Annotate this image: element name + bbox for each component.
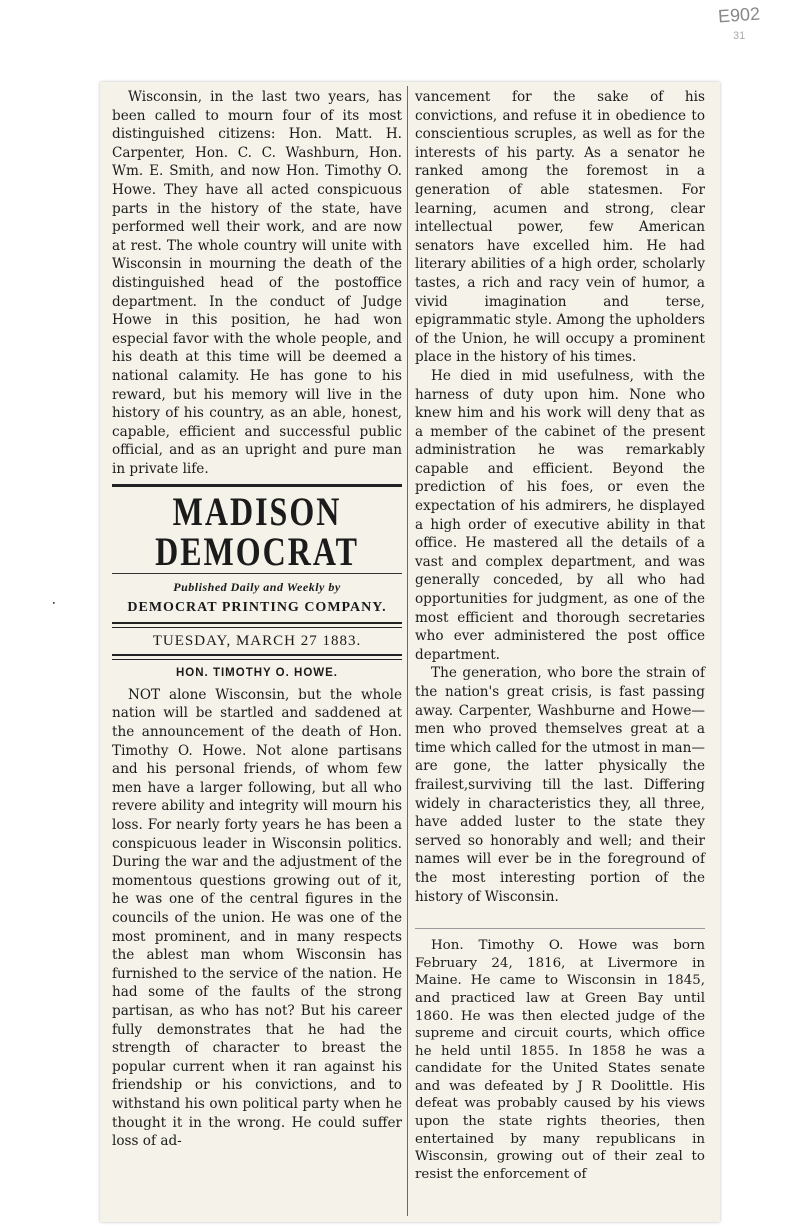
archive-handwritten-note: E902 xyxy=(717,3,761,27)
right-column xyxy=(415,88,705,1183)
masthead-rule xyxy=(112,573,402,574)
editorial-paragraph: Wisconsin, in the last two years, has been called to mourn four of its most distinguished citizens: Hon. Matt. H. Carpenter, Hon. C. C. Washburn, Hon. Wm. E. Smith, and now Hon. Timothy O. Howe. They have all acted conspicuous parts in the history of the state, have performed well their work, and are now at rest. The whole country will unite with Wisconsin in mourning the death of the distinguished head of the postoffice department. In the conduct of Judge Howe in this position, he had won especial favor with the whole people, and his death at this time will be deemed a national calamity. He has gone to his reward, but his memory will live in the history of his country, as an able, honest, capable, efficient and successful public official, and as an upright and pure man in private life. xyxy=(112,89,402,477)
left-column xyxy=(112,88,402,1151)
masthead-title: MADISON DEMOCRAT xyxy=(155,488,359,574)
masthead-subtitle: Published Daily and Weekly by xyxy=(173,580,341,595)
article-headline: HON. TIMOTHY O. HOWE. xyxy=(176,667,338,680)
article-paragraph: NOT alone Wisconsin, but the whole nation will be startled and saddened at the announcement of the death of Hon. Timothy O. Howe. Not alone partisans and his personal friends, of whom few men have a larger following, but all who revere ability and integrity will mourn his loss. For nearly forty years he has been a conspicuous leader in Wisconsin politics. During the war and the adjustment of the momentous questions growing out of it, he was one of the central figures in the councils of the union. He was one of the most prominent, and in many respects the ablest man whom Wisconsin has furnished to the service of the nation. He had some of the faults of the strong partisan, as who has not? But his career fully demonstrates that he had the strength of character to breast the popular current when it ran against his friendship or his convictions, and to withstand his own political party when he thought it in the wrong. He could suffer loss of ad- xyxy=(112,686,402,1150)
archive-handwritten-number: 31 xyxy=(733,30,746,42)
newspaper-clipping xyxy=(100,82,720,1222)
column-divider xyxy=(407,86,408,1216)
dateline-rule-bottom xyxy=(112,654,402,660)
article-continuation: vancement for the sake of his convictions, and refuse it in obedience to conscientious scruples, as well as for the interests of his party. As a senator he ranked among the foremost in a generation of able statesmen. For learning, acumen and strong, clear intellectual power, few American senators have excelled him. He had literary abilities of a high order, scholarly tastes, a rich and racy vein of humor, a vivid imagination and terse, epigrammatic style. Among the upholders of the Union, he will occupy a prominent place in the history of his times. xyxy=(415,89,705,366)
biography-paragraph: Hon. Timothy O. Howe was born February 24, 1816, at Livermore in Maine. He came to Wisconsin in 1845, and practiced law at Green Bay until 1860. He was then elected judge of the supreme and circuit courts, which office he held until 1855. In 1858 he was a candidate for the United States senate and was defeated by J R Doolittle. His defeat was probably caused by his views upon the state rights theories, then entertained by many republicans in Wisconsin, growing out of their zeal to resist the enforcement of xyxy=(415,928,705,1183)
article-paragraph-3: The generation, who bore the strain of the nation's great crisis, is fast passing away. Carpenter, Washburne and Howe—men who proved themselves great at a time which called for the utmost in man—are gone, the latter physically the frailest,surviving till the last. Differing widely in characteristics they, all three, have added luster to the state they served so honorably and well; and their names will ever be in the foreground of the most interesting portion of the history of Wisconsin. xyxy=(415,665,705,905)
dateline: TUESDAY, MARCH 27 1883. xyxy=(152,632,362,649)
dateline-rule-top xyxy=(112,622,402,628)
margin-mark: . xyxy=(46,591,59,609)
masthead-rule-top xyxy=(112,484,402,487)
article-paragraph-2: He died in mid usefulness, with the harness of duty upon him. None who knew him and his work will deny that as a member of the cabinet of the present administration he was remarkably capable and efficient. Beyond the prediction of his foes, or even the expectation of his admirers, he displayed a high order of executive ability in that office. He mastered all the details of a vast and complex department, and was generally conceded, by all who had opportunities for judgment, as one of the most efficient and thorough secretaries who ever administered the post office department. xyxy=(415,367,705,663)
masthead-company: DEMOCRAT PRINTING COMPANY. xyxy=(127,600,387,616)
